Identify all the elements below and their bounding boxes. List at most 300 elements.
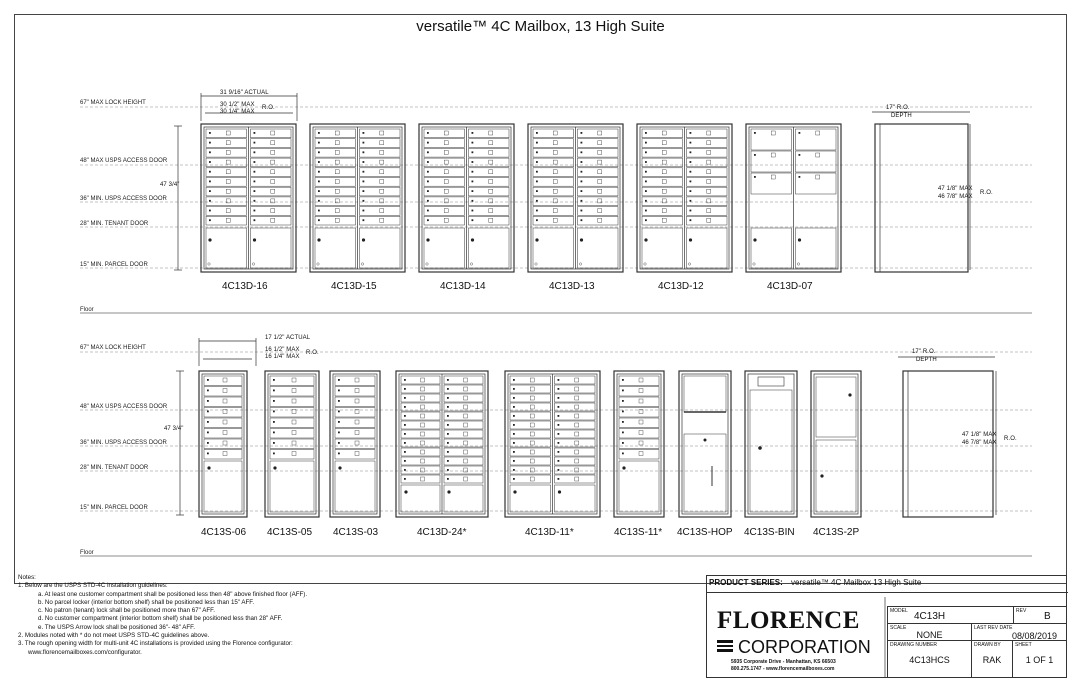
door-lock — [338, 442, 340, 444]
divider — [707, 592, 1068, 593]
door-lock — [622, 453, 624, 455]
door-lock — [447, 424, 449, 426]
door-lock — [404, 397, 406, 399]
parcel-lock — [798, 238, 801, 241]
bottom-usps-max-label: 48" MAX USPS ACCESS DOOR — [80, 404, 168, 410]
door-lock — [363, 200, 365, 202]
door-lock — [338, 432, 340, 434]
door-label-window — [421, 405, 425, 409]
door-label-window — [226, 131, 230, 135]
door-lock — [558, 415, 560, 417]
door-label-window — [598, 189, 602, 193]
mailbox-unit — [745, 371, 797, 517]
door-label-window — [530, 414, 534, 418]
door-lock — [338, 390, 340, 392]
door-label-window — [553, 141, 557, 145]
door-lock — [472, 171, 474, 173]
door-lock — [581, 132, 583, 134]
door-label-window — [421, 477, 425, 481]
door-lock — [536, 132, 538, 134]
bottom-depth-ro: 17" R.O. — [912, 349, 936, 355]
door-lock — [690, 210, 692, 212]
door-label-window — [639, 399, 643, 403]
door-label-window — [598, 209, 602, 213]
parcel-door — [687, 228, 728, 268]
parcel-hinge — [252, 263, 254, 265]
door-label-window — [380, 131, 384, 135]
door-lock — [207, 390, 209, 392]
drawing-number-cell — [887, 640, 972, 678]
door-label-window — [421, 387, 425, 391]
door-lock — [207, 432, 209, 434]
parcel-lock — [848, 393, 851, 396]
bottom-parcel-label: 15" MIN. PARCEL DOOR — [80, 505, 148, 511]
door-lock — [254, 132, 256, 134]
bottom-model-label: 4C13S-03 — [333, 527, 379, 538]
door-label-window — [292, 399, 296, 403]
bottom-ro-min: 16 1/4" MAX — [265, 354, 300, 360]
bottom-floor-label: Floor — [80, 550, 94, 556]
door-lock — [536, 210, 538, 212]
sheet-cell — [1012, 640, 1067, 678]
top-depth: DEPTH — [891, 113, 912, 119]
door-lock — [690, 171, 692, 173]
door-label-window — [553, 150, 557, 154]
door-lock — [472, 142, 474, 144]
door-label-window — [575, 378, 579, 382]
door-label-window — [421, 441, 425, 445]
bottom-lock-height-label: 67" MAX LOCK HEIGHT — [80, 345, 146, 351]
door-label-window — [444, 160, 448, 164]
door-label-window — [639, 441, 643, 445]
parcel-lock — [689, 238, 692, 241]
door-lock — [209, 219, 211, 221]
door-lock — [363, 161, 365, 163]
door-label-window — [489, 150, 493, 154]
door-label-window — [380, 141, 384, 145]
door-lock — [536, 142, 538, 144]
rev-cell — [1013, 606, 1067, 624]
door-lock — [273, 390, 275, 392]
parcel-hinge — [797, 263, 799, 265]
parcel-lock — [447, 490, 450, 493]
door-label-window — [553, 180, 557, 184]
door-lock — [338, 453, 340, 455]
door-lock — [254, 200, 256, 202]
door-label-window — [598, 160, 602, 164]
door-label-window — [335, 141, 339, 145]
door-label-window — [271, 160, 275, 164]
parcel-door — [251, 228, 292, 268]
door-lock — [363, 151, 365, 153]
door-lock — [363, 219, 365, 221]
door-lock — [363, 142, 365, 144]
brand-corporation-row — [717, 637, 871, 658]
door-label-window — [489, 209, 493, 213]
door-lock — [338, 411, 340, 413]
door-label-window — [380, 218, 384, 222]
model-caption: MODEL — [890, 608, 908, 614]
door-label-window — [575, 441, 579, 445]
door-lock — [427, 210, 429, 212]
door-lock — [447, 406, 449, 408]
door-lock — [273, 442, 275, 444]
door-label-window — [662, 218, 666, 222]
door-lock — [273, 411, 275, 413]
door-lock — [754, 154, 756, 156]
door-lock — [799, 176, 801, 178]
door-label-window — [292, 389, 296, 393]
door-label-window — [530, 450, 534, 454]
parcel-hinge — [426, 263, 428, 265]
door-label-window — [530, 432, 534, 436]
mail-slot — [758, 377, 784, 386]
door-lock — [558, 397, 560, 399]
door-label-window — [662, 150, 666, 154]
door-label-window — [771, 131, 775, 135]
door-lock — [427, 142, 429, 144]
parcel-hinge — [535, 263, 537, 265]
door-lock — [581, 200, 583, 202]
door-lock — [754, 176, 756, 178]
notes-block — [18, 574, 307, 657]
door-lock — [690, 219, 692, 221]
door-label-window — [226, 141, 230, 145]
door-label-window — [292, 431, 296, 435]
brand-florence: FLORENCE — [717, 607, 860, 634]
door-lock — [581, 181, 583, 183]
door-lock — [690, 142, 692, 144]
door-label-window — [271, 141, 275, 145]
door-label-window — [271, 150, 275, 154]
parcel-door — [510, 485, 551, 512]
door-label-window — [271, 218, 275, 222]
door-lock — [209, 142, 211, 144]
door-lock — [645, 210, 647, 212]
bottom-model-label: 4C13S-BIN — [744, 527, 795, 538]
scale-value: NONE — [916, 630, 943, 640]
door-lock — [404, 406, 406, 408]
door-lock — [404, 451, 406, 453]
door-label-window — [223, 431, 227, 435]
door-label-window — [223, 452, 227, 456]
door-label-window — [662, 160, 666, 164]
door-lock — [513, 478, 515, 480]
parcel-lock — [208, 238, 211, 241]
door-label-window — [489, 160, 493, 164]
door-lock — [536, 190, 538, 192]
brand-mark-icon — [717, 640, 733, 652]
door-lock — [318, 151, 320, 153]
bottom-model-label: 4C13S-05 — [267, 527, 313, 538]
door-lock — [209, 151, 211, 153]
parcel-lock — [622, 466, 625, 469]
product-series-row — [709, 578, 921, 587]
door-label-window — [707, 209, 711, 213]
door-label-window — [444, 180, 448, 184]
bottom-tenant-label: 28" MIN. TENANT DOOR — [80, 465, 149, 471]
door-label-window — [489, 131, 493, 135]
note-item: 2. Modules noted with * do not meet USPS STD-4C guidelines above. — [18, 632, 210, 640]
door-lock — [207, 400, 209, 402]
parcel-door — [401, 485, 440, 512]
door-lock — [513, 415, 515, 417]
door-label-window — [639, 431, 643, 435]
door-label-window — [355, 420, 359, 424]
door-label-window — [335, 180, 339, 184]
bottom-actual-width: 17 1/2" ACTUAL — [265, 335, 311, 341]
bottom-side-ro: R.O. — [1004, 436, 1017, 442]
parcel-lock — [753, 238, 756, 241]
company-contact: 800.275.1747 - www.florencemailboxes.com — [731, 666, 835, 672]
door-label-window — [553, 189, 557, 193]
last-rev-caption: LAST REV DATE — [974, 625, 1013, 631]
door-lock — [622, 400, 624, 402]
title-block — [706, 575, 1067, 678]
top-floor-label: Floor — [80, 307, 94, 313]
door-lock — [645, 151, 647, 153]
door-label-window — [444, 131, 448, 135]
door-label-window — [464, 459, 468, 463]
door-label-window — [598, 150, 602, 154]
door-label-window — [530, 396, 534, 400]
door-lock — [254, 142, 256, 144]
door-label-window — [489, 180, 493, 184]
door-label-window — [771, 153, 775, 157]
door-lock — [404, 478, 406, 480]
door-lock — [209, 161, 211, 163]
door-lock — [209, 210, 211, 212]
door-label-window — [223, 441, 227, 445]
door-label-window — [380, 189, 384, 193]
top-usps-min-label: 36" MIN. USPS ACCESS DOOR — [80, 196, 167, 202]
top-actual-width: 31 9/16" ACTUAL — [220, 90, 269, 96]
door-label-window — [553, 160, 557, 164]
top-model-label: 4C13D-16 — [222, 281, 268, 292]
note-item: d. No customer compartment (interior bottom shelf) shall be positioned less than 28" AFF. — [38, 615, 283, 623]
door-lock — [273, 453, 275, 455]
door-label-window — [530, 405, 534, 409]
door-label-window — [355, 378, 359, 382]
door-lock — [338, 421, 340, 423]
door-label-window — [271, 180, 275, 184]
parcel-lock — [207, 466, 210, 469]
door-label-window — [421, 423, 425, 427]
door-lock — [704, 439, 707, 442]
top-usps-max-label: 48" MAX USPS ACCESS DOOR — [80, 158, 168, 164]
door-label-window — [335, 189, 339, 193]
parcel-door — [796, 228, 837, 268]
door-label-window — [464, 477, 468, 481]
note-item: www.florencemailboxes.com/configurator. — [28, 648, 142, 656]
parcel-hinge — [579, 263, 581, 265]
door-label-window — [530, 441, 534, 445]
sheet-value: 1 OF 1 — [1025, 655, 1054, 665]
door-lock — [690, 190, 692, 192]
door-lock — [536, 181, 538, 183]
parcel-door — [469, 228, 510, 268]
door-label-window — [421, 378, 425, 382]
bottom-side-max: 47 1/8" MAX — [962, 432, 997, 438]
door-label-window — [639, 452, 643, 456]
door-lock — [254, 151, 256, 153]
note-item: e. The USPS Arrow lock shall be positioned 36"- 48" AFF. — [38, 623, 195, 631]
door-label-window — [226, 170, 230, 174]
door-lock — [581, 219, 583, 221]
door-lock — [404, 460, 406, 462]
parcel-hinge — [208, 263, 210, 265]
door-label-window — [335, 160, 339, 164]
door-lock — [404, 415, 406, 417]
door-label-window — [530, 378, 534, 382]
parcel-lock — [362, 238, 365, 241]
parcel-door — [533, 228, 574, 268]
top-model-label: 4C13D-13 — [549, 281, 595, 292]
door-label-window — [464, 423, 468, 427]
door-lock — [209, 181, 211, 183]
door-lock — [447, 442, 449, 444]
door-lock — [472, 219, 474, 221]
door-lock — [622, 411, 624, 413]
door-lock — [427, 219, 429, 221]
bottom-ro-label: R.O. — [306, 350, 319, 356]
door-lock — [622, 390, 624, 392]
door-label-window — [707, 218, 711, 222]
drawing-number-value: 4C13HCS — [909, 655, 950, 665]
bottom-height-dim: 47 3/4" — [164, 426, 184, 432]
door-label-window — [598, 170, 602, 174]
door-label-window — [662, 209, 666, 213]
door-lock — [338, 379, 340, 381]
door-lock — [318, 181, 320, 183]
door-label-window — [489, 218, 493, 222]
door-label-window — [598, 218, 602, 222]
door-label-window — [335, 150, 339, 154]
door-label-window — [226, 189, 230, 193]
parcel-lock — [253, 238, 256, 241]
rev-caption: REV — [1016, 608, 1027, 614]
parcel-lock — [317, 238, 320, 241]
door-label-window — [355, 399, 359, 403]
door-lock — [447, 397, 449, 399]
parcel-hinge — [644, 263, 646, 265]
door-lock — [558, 460, 560, 462]
door-label-window — [707, 141, 711, 145]
door-lock — [273, 379, 275, 381]
door-label-window — [575, 459, 579, 463]
door-lock — [427, 181, 429, 183]
door-lock — [645, 132, 647, 134]
door-label-window — [575, 414, 579, 418]
door-lock — [690, 132, 692, 134]
door-lock — [207, 442, 209, 444]
door-label-window — [271, 170, 275, 174]
sheet-caption: SHEET — [1015, 642, 1032, 648]
drawn-by-caption: DRAWN BY — [974, 642, 1001, 648]
door-lock — [273, 421, 275, 423]
door-lock — [581, 210, 583, 212]
door-lock — [318, 210, 320, 212]
product-series-label: PRODUCT SERIES: — [709, 578, 783, 587]
door-label-window — [421, 450, 425, 454]
door-label-window — [575, 450, 579, 454]
door-lock — [645, 200, 647, 202]
door-lock — [363, 171, 365, 173]
scale-caption: SCALE — [890, 625, 907, 631]
door-lock — [427, 132, 429, 134]
door-lock — [318, 161, 320, 163]
door-label-window — [421, 432, 425, 436]
note-item: b. No parcel locker (interior bottom shelf) shall be positioned less than 15" AFF. — [38, 598, 255, 606]
door-label-window — [816, 175, 820, 179]
door-lock — [404, 379, 406, 381]
door-lock — [558, 451, 560, 453]
door-lock — [513, 379, 515, 381]
door-label-window — [355, 452, 359, 456]
door-label-window — [421, 468, 425, 472]
door-label-window — [335, 209, 339, 213]
door-lock — [558, 469, 560, 471]
parcel-hinge — [361, 263, 363, 265]
door-lock — [558, 442, 560, 444]
door-lock — [254, 181, 256, 183]
door-label-window — [598, 141, 602, 145]
door-lock — [209, 200, 211, 202]
door-label-window — [530, 477, 534, 481]
door-lock — [513, 442, 515, 444]
door-label-window — [464, 450, 468, 454]
door-label-window — [707, 170, 711, 174]
rev-value: B — [1044, 611, 1051, 622]
door-label-window — [226, 160, 230, 164]
door-lock — [645, 161, 647, 163]
door-label-window — [226, 150, 230, 154]
door-label-window — [553, 131, 557, 135]
door-lock — [513, 388, 515, 390]
parcel-hinge — [688, 263, 690, 265]
door-label-window — [489, 170, 493, 174]
bottom-usps-min-label: 36" MIN. USPS ACCESS DOOR — [80, 440, 167, 446]
door-label-window — [355, 431, 359, 435]
door-lock — [513, 460, 515, 462]
door-lock — [581, 161, 583, 163]
door-label-window — [662, 131, 666, 135]
parcel-door — [642, 228, 683, 268]
top-parcel-label: 15" MIN. PARCEL DOOR — [80, 262, 148, 268]
door-label-window — [464, 468, 468, 472]
door-label-window — [226, 218, 230, 222]
door-label-window — [707, 180, 711, 184]
door-label-window — [662, 141, 666, 145]
door-lock — [209, 132, 211, 134]
top-model-label: 4C13D-12 — [658, 281, 704, 292]
door-label-window — [380, 209, 384, 213]
door-label-window — [444, 170, 448, 174]
door-lock — [318, 132, 320, 134]
top-side-max: 47 1/8" MAX — [938, 186, 973, 192]
door-lock — [472, 181, 474, 183]
door-lock — [513, 406, 515, 408]
parcel-door — [315, 228, 356, 268]
door-label-window — [464, 396, 468, 400]
parcel-lock — [338, 466, 341, 469]
mailbox-unit — [679, 371, 731, 517]
door-label-window — [662, 189, 666, 193]
door-label-window — [421, 459, 425, 463]
door-lock — [363, 210, 365, 212]
door-label-window — [444, 150, 448, 154]
bottom-model-label: 4C13S-2P — [813, 527, 860, 538]
